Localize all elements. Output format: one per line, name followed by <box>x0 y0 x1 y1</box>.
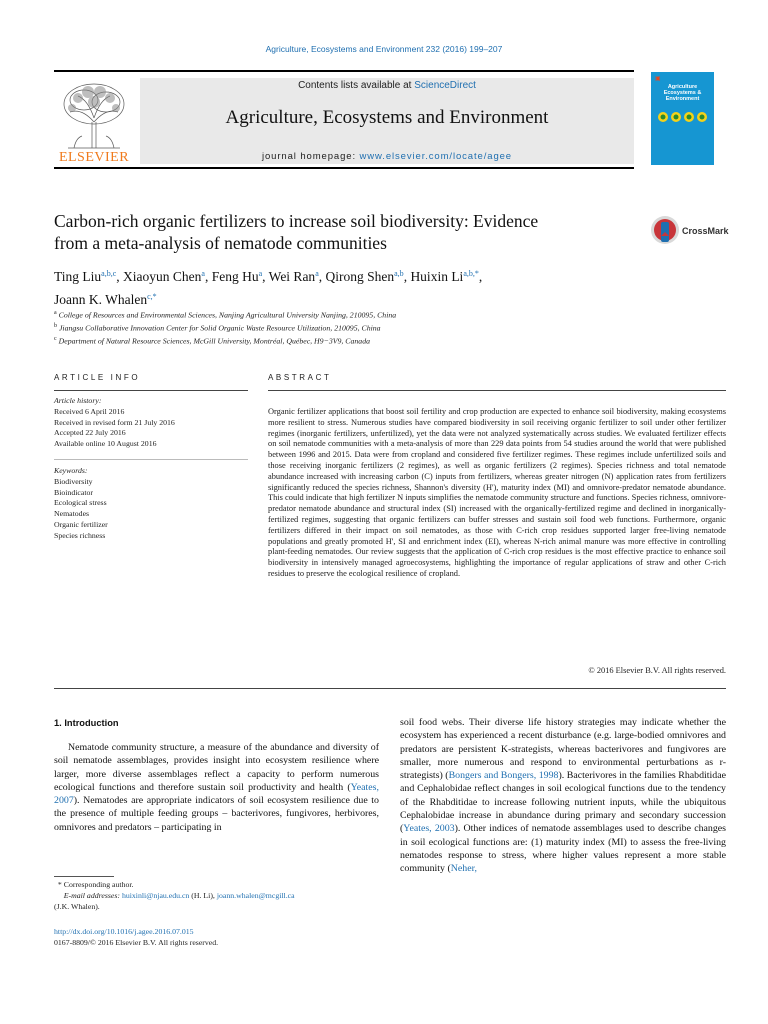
citation-link[interactable]: Bongers and Bongers, 1998 <box>448 770 559 782</box>
intro-text: ). Bacterivores in the families Rhabditidae and Cephalobidae reflect changes in soil ecological functions due to the tendency of the Rhabditidae to increase following nutrient inputs, while the ubiquitous Cephalobidae increase in abundance during primary and secondary succession ( <box>400 770 726 835</box>
abstract-end-rule <box>54 688 726 689</box>
intro-text: ). Nematodes are appropriate indicators of soil ecosystem resilience due to the presence of multiple feeding groups – bacterivores, fungivores, herbivores, omnivores and predators – participating in <box>54 795 379 833</box>
keyword-item: Organic fertilizer <box>54 519 108 529</box>
author-name: Huixin Li <box>410 269 464 284</box>
cover-title-line: Environment <box>665 96 700 102</box>
affiliation-label: c <box>54 336 57 343</box>
email-owner: (J.K. Whalen). <box>54 902 100 911</box>
citation-link[interactable]: Yeates, 2003 <box>403 823 455 835</box>
affiliation-label: b <box>54 323 57 330</box>
cover-artwork <box>657 110 708 124</box>
affiliation-text: Jiangsu Collaborative Innovation Center for Solid Organic Waste Resource Utilization, 210095, China <box>58 323 381 333</box>
article-info-rule <box>54 390 248 391</box>
intro-text: ). Other indices of nematode assemblages used to describe changes in soil ecological functions are: (1) maturity index (MI) to assess the free-living nematodes response to stress, where higher values represent a more stable community ( <box>400 823 726 875</box>
email-link-li[interactable]: huixinli@njau.edu.cn <box>121 891 190 900</box>
crossmark-icon <box>650 214 680 246</box>
corresponding-author-footnote <box>54 879 384 912</box>
crossmark-badge[interactable] <box>650 214 730 246</box>
author-list: Ting Liu$^{a,b,c}$, Xiaoyun Chen$^a$, Feng Hu$^a$, Wei Ran$^a$, Qirong Shen$^{a,b}$, Huixin $Li^{a,b,*}$, Joann K. Whalen$^{c,*}$ <box>54 269 483 307</box>
crossmark-label: CrossMark <box>682 226 729 236</box>
cover-title-line: Ecosystems & <box>663 90 702 96</box>
email-label: E-mail addresses: <box>63 891 122 900</box>
section-heading-introduction: 1. Introduction <box>54 718 119 728</box>
article-title-line: from a meta-analysis of nematode communities <box>54 233 387 253</box>
author-affiliation-marker[interactable]: a <box>201 269 205 278</box>
article-title <box>54 210 644 254</box>
journal-homepage-line <box>140 151 634 162</box>
abstract-copyright: © 2016 Elsevier B.V. All rights reserved. <box>588 666 726 675</box>
intro-paragraph-left <box>54 741 379 834</box>
footnote-star: * <box>57 880 62 889</box>
journal-citation[interactable]: Agriculture, Ecosystems and Environment 232 (2016) 199–207 <box>265 44 503 54</box>
author-name: Xiaoyun Chen <box>123 269 202 284</box>
author-affiliation-marker[interactable]: a <box>315 269 319 278</box>
cover-title <box>651 84 714 102</box>
author-affiliation-marker[interactable]: a,b,c <box>101 269 117 278</box>
email-line <box>54 890 384 901</box>
keyword-item: Species richness <box>54 530 106 540</box>
author-affiliation-marker[interactable]: a,b <box>394 269 404 278</box>
intro-paragraph-right <box>400 716 726 876</box>
affiliation-text: Department of Natural Resource Sciences, McGill University, Montréal, Québec, H9−3V9, Canada <box>58 336 370 346</box>
author-affiliation-marker[interactable]: a,b,* <box>463 269 479 278</box>
affiliation-item <box>54 308 714 321</box>
affiliation-label: a <box>54 310 57 316</box>
history-item: Received 6 April 2016 <box>54 406 125 416</box>
citation-link[interactable]: Yeates, 2007 <box>54 781 379 807</box>
journal-homepage-link[interactable]: www.elsevier.com/locate/agee <box>359 151 512 162</box>
contents-prefix: Contents lists available at <box>298 80 415 91</box>
author-affiliation-marker[interactable]: c,* <box>147 292 157 301</box>
doi-link[interactable]: http://dx.doi.org/10.1016/j.agee.2016.07.015 <box>54 927 194 936</box>
article-history <box>54 396 248 450</box>
header-top-rule <box>54 70 634 72</box>
keyword-item: Nematodes <box>54 509 90 519</box>
corresponding-line <box>54 879 384 890</box>
email-owner: (H. Li), <box>189 891 217 900</box>
intro-text: soil food webs. Their diverse life history strategies may indicate whether the ecosystem has experienced a recent disturbance (e.g. large-bodied omnivores and predators are persistent K-strategists, whereas bacterivores and fungivores are smaller, more numerous and respond to environmental perturbations as r-strategists) ( <box>400 717 726 782</box>
cover-logo-icon: ▣ <box>655 75 661 82</box>
elsevier-wordmark: ELSEVIER <box>58 150 130 165</box>
intro-text: Nematode community structure, a measure of the abundance and diversity of soil nematode assemblages, provides insight into ecosystem resilience where larger, more diverse assemblages reflect a capacity to perform numerous ecological functions and therefore sustain soil productivity and health ( <box>54 742 379 793</box>
history-item: Accepted 22 July 2016 <box>54 428 126 438</box>
author-name: Wei Ran <box>268 269 316 284</box>
article-title-line: Carbon-rich organic fertilizers to increase soil biodiversity: Evidence <box>54 211 539 231</box>
history-label: Article history: <box>54 396 102 405</box>
affiliation-text: College of Resources and Environmental Sciences, Nanjing Agricultural University Nanjing, 210095, China <box>58 310 397 320</box>
sciencedirect-link[interactable]: ScienceDirect <box>414 80 476 91</box>
journal-cover-thumbnail[interactable] <box>651 72 714 165</box>
homepage-prefix: journal homepage: <box>261 151 360 162</box>
affiliation-item <box>54 334 714 347</box>
author-name: Feng Hu <box>211 269 259 284</box>
history-divider <box>54 459 248 460</box>
author-affiliation-marker[interactable]: a <box>258 269 263 278</box>
header-bottom-rule <box>54 167 634 169</box>
email-link-whalen[interactable]: joann.whalen@mcgill.ca <box>216 891 295 900</box>
keywords-label: Keywords: <box>54 466 88 475</box>
affiliation-item <box>54 321 714 334</box>
keyword-item: Bioindicator <box>54 487 93 497</box>
article-info-heading: ARTICLE INFO <box>54 373 141 382</box>
abstract-heading: ABSTRACT <box>268 373 332 382</box>
keywords-block <box>54 466 248 542</box>
abstract-rule <box>268 390 726 391</box>
affiliation-list <box>54 308 714 347</box>
keyword-item: Ecological stress <box>54 498 107 508</box>
history-item: Available online 10 August 2016 <box>54 439 157 449</box>
cover-title-line: Agriculture <box>667 84 698 90</box>
citation-link[interactable]: Neher, <box>450 863 477 875</box>
footnote-rule <box>54 876 114 877</box>
doi-block <box>54 926 384 948</box>
contents-available-line <box>140 80 634 91</box>
author-name: Qirong Shen <box>325 269 395 284</box>
abstract-body: Organic fertilizer applications that boost soil fertility and crop production are expected to enhance soil biodiversity, making ecosystems more resilient to stress. Numerous studies have compared biodiversity in soil receiving organic fertilizer to soil under other fertilizer regimes (inorganic fertilizers, unfertilized), yet the data were not analyzed systematically across studies. We evaluated fertilizer effects on soil nematode communities with a meta-analysis of more than 229 data points from 54 studies around the world that were published between 1996 and 2015. Data were from cropland and considered five fertilizer regimes. These regimes include unfertilized soils and those receiving inorganic fertilizers (2 regimes), as well as organic fertilizers (2 regimes). Species richness and total nematode abundance increased with increasing carbon (C) inputs from fertilizers, whereas greater nitrogen (N) application rates from fertilizers significantly reduced the species richness, Shannon's diversity (H'), maturity index (MI) and omnivore-predator nematode abundance. This could indicate that high fertilizer N inputs simplifies the nematode community structure and functions. Species richness, omnivore-predator nematode abundance and structural index (SI) increased with the organically-fertilized regime and declined in inorganically-fertilized regimes, suggesting that organic fertilizers can buffer stresses and sustain soil food web functions. Furthermore, organic fertilizers differed in their impact on soil nematodes, as those with C-rich crop residues supported larger free-living nematode populations and greatly promoted H', SI and enrichment index (EI), whereas N-rich animal manure was more effective in controlling plant-feeding nematodes. Our review suggests that the application of C-rich crop residues is the most effective practice to enhance soil biodiversity in intensively managed agroecosystems, highlighting the importance of regular applications of straw and other C-rich residues to preserve the ecological resilience of cropland. <box>268 407 726 578</box>
journal-name: Agriculture, Ecosystems and Environment <box>225 107 549 128</box>
keyword-item: Biodiversity <box>54 476 93 486</box>
history-item: Received in revised form 21 July 2016 <box>54 417 175 427</box>
corresponding-label: Corresponding author. <box>63 880 134 889</box>
issn-line: 0167-8809/© 2016 Elsevier B.V. All rights reserved. <box>54 938 219 947</box>
author-name: Joann K. Whalen <box>54 292 148 307</box>
author-name: Ting Liu <box>54 269 102 284</box>
